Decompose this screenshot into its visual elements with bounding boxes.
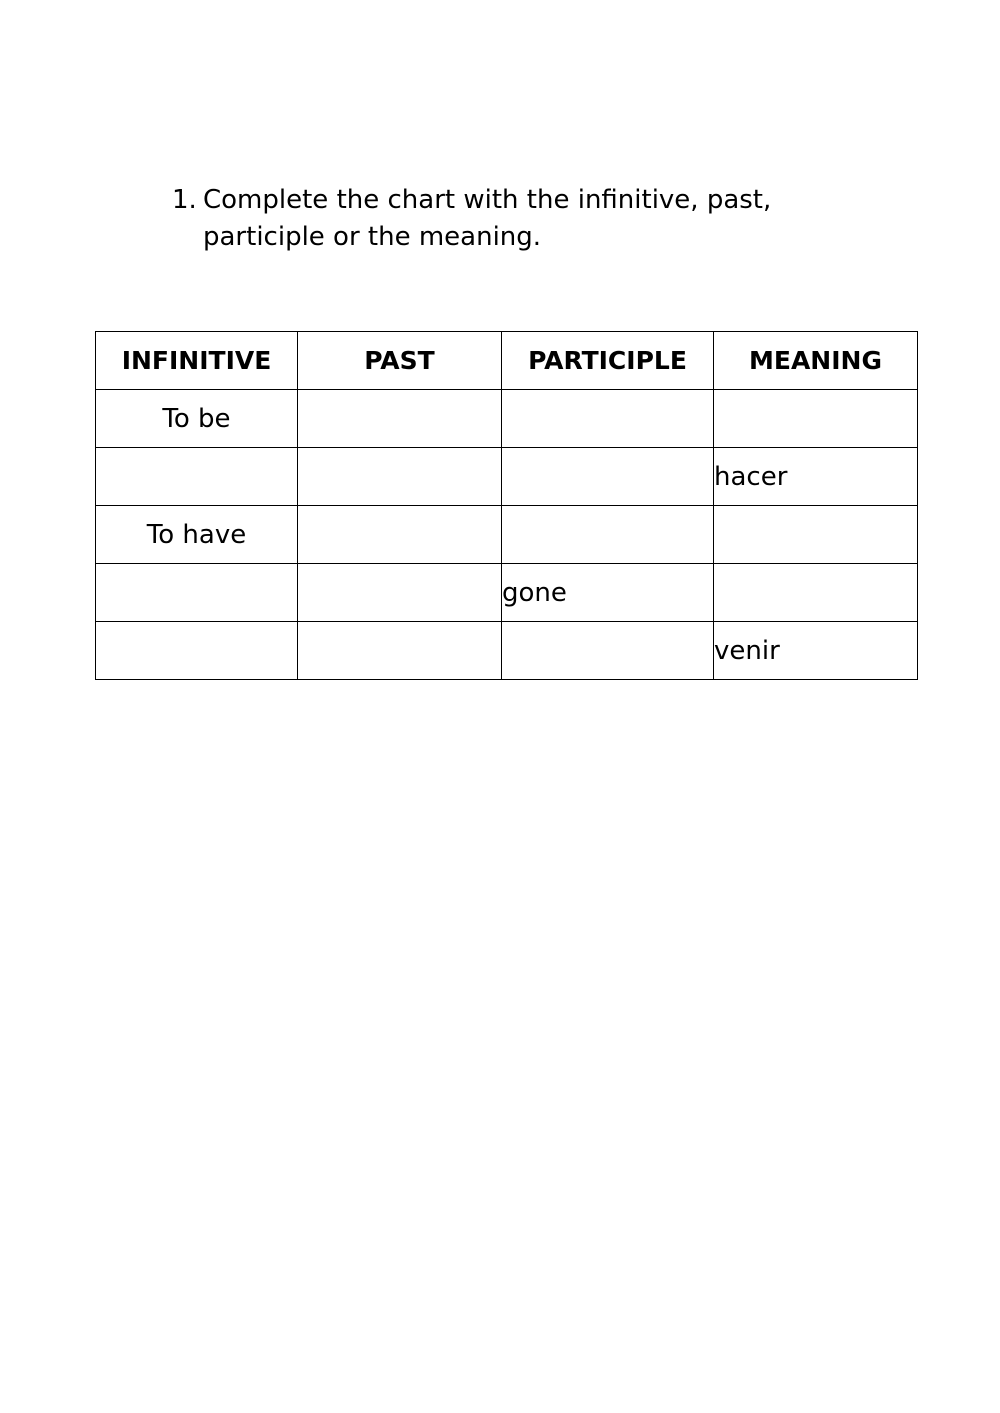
infinitive-cell[interactable] — [96, 564, 298, 622]
meaning-cell[interactable] — [714, 506, 918, 564]
header-past: PAST — [298, 332, 502, 390]
participle-cell[interactable] — [502, 622, 714, 680]
participle-cell[interactable] — [502, 448, 714, 506]
table-row — [96, 390, 918, 448]
header-meaning: MEANING — [714, 332, 918, 390]
verb-chart — [95, 331, 918, 680]
table-row — [96, 448, 918, 506]
past-cell[interactable] — [298, 390, 502, 448]
table-row — [96, 622, 918, 680]
participle-cell[interactable] — [502, 390, 714, 448]
past-cell[interactable] — [298, 564, 502, 622]
past-cell[interactable] — [298, 448, 502, 506]
past-cell[interactable] — [298, 506, 502, 564]
meaning-cell[interactable] — [714, 390, 918, 448]
infinitive-cell[interactable]: To be — [96, 390, 298, 448]
participle-cell[interactable]: gone — [502, 564, 714, 622]
table-row — [96, 564, 918, 622]
meaning-cell[interactable] — [714, 564, 918, 622]
infinitive-cell[interactable] — [96, 448, 298, 506]
infinitive-cell[interactable]: To have — [96, 506, 298, 564]
instruction-text: Complete the chart with the infinitive, past, participle or the meaning. — [203, 185, 772, 252]
header-infinitive: INFINITIVE — [96, 332, 298, 390]
infinitive-cell[interactable] — [96, 622, 298, 680]
instruction-number: 1. — [172, 185, 197, 215]
header-participle: PARTICIPLE — [502, 332, 714, 390]
participle-cell[interactable] — [502, 506, 714, 564]
instruction — [172, 182, 812, 256]
header-row — [96, 332, 918, 390]
meaning-cell[interactable]: hacer — [714, 448, 918, 506]
past-cell[interactable] — [298, 622, 502, 680]
table-row — [96, 506, 918, 564]
meaning-cell[interactable]: venir — [714, 622, 918, 680]
